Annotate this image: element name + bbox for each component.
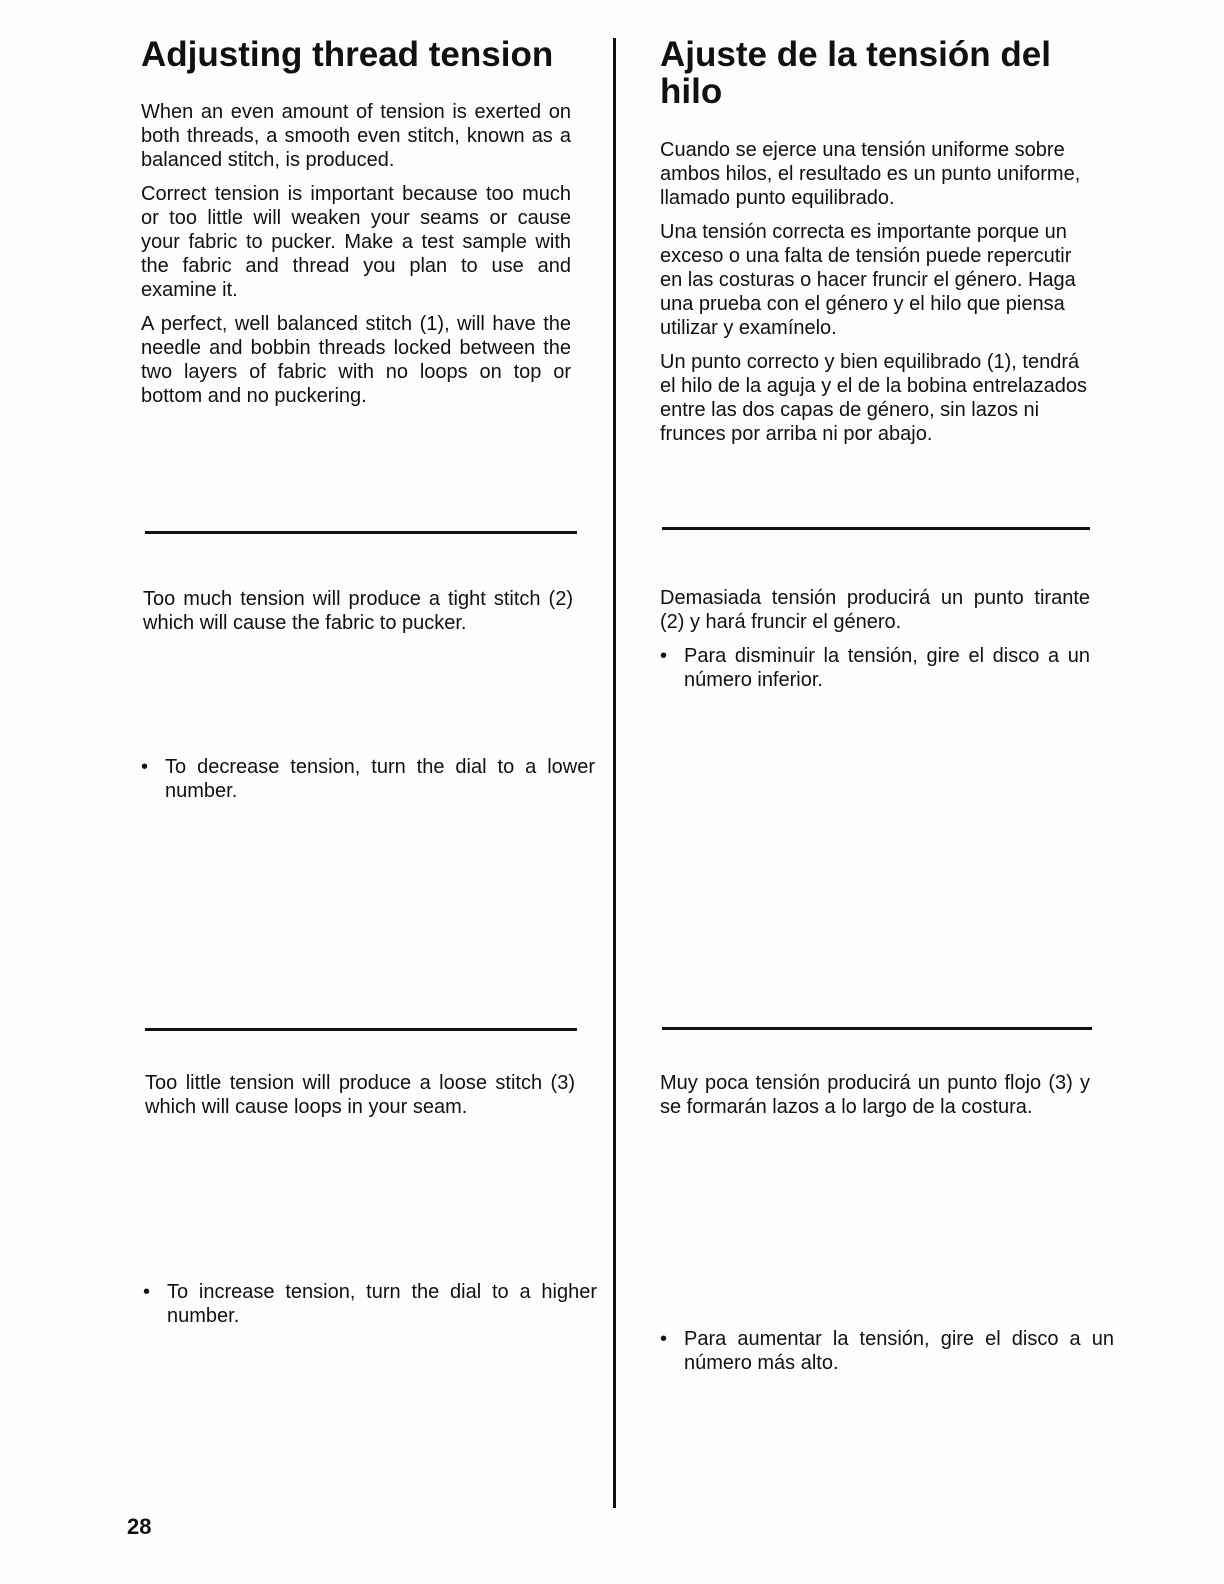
intro-spanish	[660, 138, 1090, 456]
bullet-dot: •	[660, 645, 668, 667]
paragraph: Una tensión correcta es importante porque un exceso o una falta de tensión puede repercutir en las costuras o hacer fruncir el género. Haga una prueba con el género y el hilo que piensa utilizar y examínelo.	[660, 221, 1076, 339]
decrease-tension-bullet-english	[141, 755, 595, 803]
decrease-tension-bullet-spanish	[660, 644, 1090, 692]
increase-tension-bullet-english	[143, 1280, 597, 1328]
bullet-dot: •	[143, 1281, 151, 1303]
section-rule	[145, 1028, 577, 1031]
page-title-spanish: Ajuste de la tensión del hilo	[660, 35, 1051, 111]
too-little-tension-spanish: Muy poca tensión producirá un punto flojo (3) y se formarán lazos a lo largo de la costura.	[660, 1072, 1090, 1118]
section-rule	[662, 1027, 1092, 1030]
too-much-tension-english: Too much tension will produce a tight stitch (2) which will cause the fabric to pucker.	[143, 588, 573, 634]
bullet-text: Para aumentar la tensión, gire el disco a un número más alto.	[684, 1328, 1114, 1374]
paragraph: A perfect, well balanced stitch (1), will have the needle and bobbin threads locked between the two layers of fabric with no loops on top or bottom and no puckering.	[141, 313, 571, 407]
section-rule	[145, 531, 577, 534]
bullet-text: To increase tension, turn the dial to a higher number.	[167, 1281, 597, 1327]
column-divider	[613, 38, 616, 1508]
paragraph: Un punto correcto y bien equilibrado (1), tendrá el hilo de la aguja y el de la bobina entrelazados entre las dos capas de género, sin lazos ni frunces por arriba ni por abajo.	[660, 351, 1087, 445]
too-little-tension-english: Too little tension will produce a loose stitch (3) which will cause loops in your seam.	[145, 1072, 575, 1118]
bullet-dot: •	[141, 756, 149, 778]
bullet-text: Para disminuir la tensión, gire el disco a un número inferior.	[684, 645, 1090, 691]
too-much-tension-spanish-block	[660, 586, 1090, 692]
intro-english	[141, 100, 571, 418]
page-number: 28	[127, 1514, 152, 1539]
paragraph: When an even amount of tension is exerted on both threads, a smooth even stitch, known as a balanced stitch, is produced.	[141, 101, 571, 171]
page-title-english: Adjusting thread tension	[141, 35, 554, 74]
too-much-tension-spanish: Demasiada tensión producirá un punto tirante (2) y hará fruncir el género.	[660, 587, 1090, 633]
bullet-text: To decrease tension, turn the dial to a lower number.	[165, 756, 595, 802]
increase-tension-bullet-spanish	[660, 1327, 1114, 1375]
paragraph: Correct tension is important because too much or too little will weaken your seams or cause your fabric to pucker. Make a test sample with the fabric and thread you plan to use and examine it.	[141, 183, 571, 301]
bullet-dot: •	[660, 1328, 668, 1350]
section-rule	[662, 527, 1090, 530]
paragraph: Cuando se ejerce una tensión uniforme sobre ambos hilos, el resultado es un punto uniforme, llamado punto equilibrado.	[660, 139, 1081, 209]
